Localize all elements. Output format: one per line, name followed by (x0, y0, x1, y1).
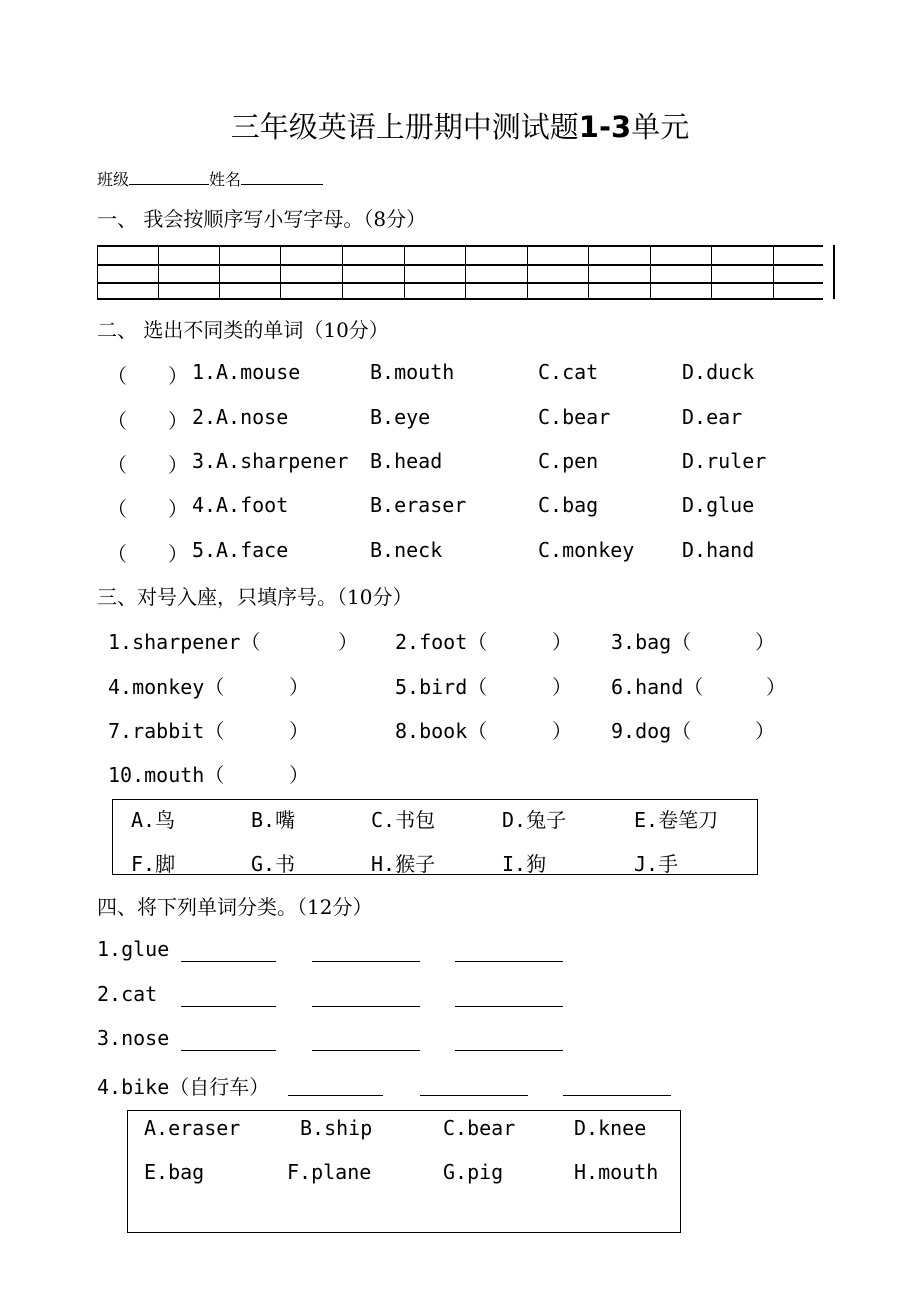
answer-blank[interactable] (181, 937, 276, 962)
grid-line-3 (97, 282, 823, 284)
option-d: D.hand (682, 538, 755, 562)
option-a: A.sharpener (216, 449, 349, 473)
question-number: 2. (192, 405, 217, 429)
match-item: 9.dog（ (611, 719, 692, 743)
match-option: F.脚 (131, 852, 176, 876)
grid-divider (404, 245, 405, 299)
answer-blank[interactable] (181, 1026, 276, 1051)
grid-divider (342, 245, 343, 299)
answer-blank[interactable] (420, 1071, 528, 1096)
classify-option: B.ship (300, 1116, 373, 1140)
answer-paren-open[interactable]: （ (107, 497, 127, 521)
answer-blank[interactable] (563, 1071, 671, 1096)
match-item: 10.mouth（ (108, 763, 225, 787)
match-item: 1.sharpener（ (108, 630, 261, 654)
option-d: D.glue (682, 493, 755, 517)
match-option: I.狗 (502, 852, 547, 876)
match-item: 2.foot（ (395, 630, 488, 654)
question-row (0, 405, 920, 433)
option-a: A.nose (216, 405, 289, 429)
match-row (0, 715, 920, 743)
grid-end-bar (833, 245, 835, 299)
match-close[interactable]: ） (755, 630, 775, 654)
option-d: D.duck (682, 360, 755, 384)
grid-divider (650, 245, 651, 299)
question-number: 3. (192, 449, 217, 473)
option-b: B.neck (370, 538, 443, 562)
answer-paren-open[interactable]: （ (107, 542, 127, 566)
class-name-line (97, 167, 323, 190)
section4-heading: 四、将下列单词分类。（12分） (97, 895, 373, 919)
answer-paren-close: ） (168, 453, 188, 477)
question-number: 4. (192, 493, 217, 517)
option-d: D.ear (682, 405, 743, 429)
match-close[interactable]: ） (755, 719, 775, 743)
answer-paren-close: ） (168, 364, 188, 388)
match-item: 7.rabbit（ (108, 719, 225, 743)
match-close[interactable]: ） (552, 719, 572, 743)
classify-option: G.pig (443, 1160, 504, 1184)
answer-blank[interactable] (312, 982, 420, 1007)
match-close[interactable]: ） (289, 763, 309, 787)
classify-option: A.eraser (144, 1116, 241, 1140)
classify-option: H.mouth (574, 1160, 659, 1184)
question-number: 5. (192, 538, 217, 562)
answer-paren-close: ） (168, 497, 188, 521)
grid-divider (158, 245, 159, 299)
match-option: E.卷笔刀 (634, 808, 719, 832)
match-option: H.猴子 (371, 852, 436, 876)
classify-option: C.bear (443, 1116, 516, 1140)
option-c: C.monkey (538, 538, 635, 562)
grid-divider (465, 245, 466, 299)
answer-paren-open[interactable]: （ (107, 364, 127, 388)
answer-blank[interactable] (455, 982, 563, 1007)
classify-option: E.bag (144, 1160, 205, 1184)
classify-word: 3.nose (97, 1026, 170, 1050)
match-option: B.嘴 (251, 808, 296, 832)
answer-blank[interactable] (312, 937, 420, 962)
match-close[interactable]: ） (289, 675, 309, 699)
match-option: J.手 (634, 852, 679, 876)
option-c: C.bag (538, 493, 599, 517)
classify-row (0, 982, 920, 1010)
title-number: 1-3 (578, 110, 632, 144)
page-title (0, 105, 920, 146)
options-row (113, 848, 757, 876)
match-close[interactable]: ） (766, 675, 786, 699)
section2-heading: 二、 选出不同类的单词（10分） (97, 318, 389, 342)
answer-blank[interactable] (455, 937, 563, 962)
option-c: C.cat (538, 360, 599, 384)
grid-divider (588, 245, 589, 299)
match-close[interactable]: ） (338, 630, 358, 654)
option-c: C.bear (538, 405, 611, 429)
grid-divider (280, 245, 281, 299)
classify-word: 4.bike（自行车） (97, 1075, 270, 1099)
option-b: B.eraser (370, 493, 467, 517)
options-row (128, 1116, 680, 1144)
option-d: D.ruler (682, 449, 767, 473)
match-row (0, 626, 920, 654)
classify-word: 1.glue (97, 937, 170, 961)
question-row (0, 493, 920, 521)
match-item: 3.bag（ (611, 630, 692, 654)
match-close[interactable]: ） (552, 675, 572, 699)
question-row (0, 360, 920, 388)
classify-row (0, 1071, 920, 1099)
grid-divider (773, 245, 774, 299)
options-row (113, 804, 757, 832)
grid-divider (527, 245, 528, 299)
option-a: A.mouse (216, 360, 301, 384)
option-a: A.foot (216, 493, 289, 517)
grid-line-2 (97, 264, 823, 266)
name-label: 姓名 (209, 170, 242, 189)
match-row (0, 671, 920, 699)
match-item: 6.hand（ (611, 675, 704, 699)
classify-row (0, 1026, 920, 1054)
match-row (0, 759, 920, 787)
answer-paren-open[interactable]: （ (107, 453, 127, 477)
grid-line-4 (97, 298, 823, 300)
classify-row (0, 937, 920, 965)
match-option: G.书 (251, 852, 296, 876)
match-option: A.鸟 (131, 808, 176, 832)
grid-divider (97, 245, 98, 299)
match-item: 4.monkey（ (108, 675, 225, 699)
option-b: B.eye (370, 405, 431, 429)
question-number: 1. (192, 360, 217, 384)
option-b: B.mouth (370, 360, 455, 384)
title-text: 三年级英语上册期中测试题 (230, 110, 579, 144)
match-close[interactable]: ） (552, 630, 572, 654)
answer-paren-close: ） (168, 409, 188, 433)
answer-blank[interactable] (455, 1026, 563, 1051)
answer-paren-open[interactable]: （ (107, 409, 127, 433)
class-blank[interactable] (129, 184, 209, 185)
question-row (0, 449, 920, 477)
option-a: A.face (216, 538, 289, 562)
match-options-box (112, 799, 758, 875)
match-close[interactable]: ） (289, 719, 309, 743)
classify-option: D.knee (574, 1116, 647, 1140)
section3-heading: 三、对号入座，只填序号。（10分） (97, 585, 413, 609)
match-item: 5.bird（ (395, 675, 488, 699)
grid-divider (711, 245, 712, 299)
classify-word: 2.cat (97, 982, 158, 1006)
name-blank[interactable] (241, 184, 323, 185)
answer-blank[interactable] (288, 1071, 383, 1096)
classify-option: F.plane (287, 1160, 372, 1184)
grid-divider (219, 245, 220, 299)
class-label: 班级 (97, 170, 130, 189)
options-row (128, 1160, 680, 1188)
classify-options-box (127, 1110, 681, 1233)
answer-blank[interactable] (312, 1026, 420, 1051)
match-item: 8.book（ (395, 719, 488, 743)
option-c: C.pen (538, 449, 599, 473)
grid-line-1 (97, 245, 823, 247)
question-row (0, 538, 920, 566)
match-option: D.兔子 (502, 808, 567, 832)
title-unit: 单元 (631, 110, 690, 144)
answer-paren-close: ） (168, 542, 188, 566)
option-b: B.head (370, 449, 443, 473)
match-option: C.书包 (371, 808, 436, 832)
section1-heading: 一、 我会按顺序写小写字母。（8分） (97, 207, 427, 231)
answer-blank[interactable] (181, 982, 276, 1007)
